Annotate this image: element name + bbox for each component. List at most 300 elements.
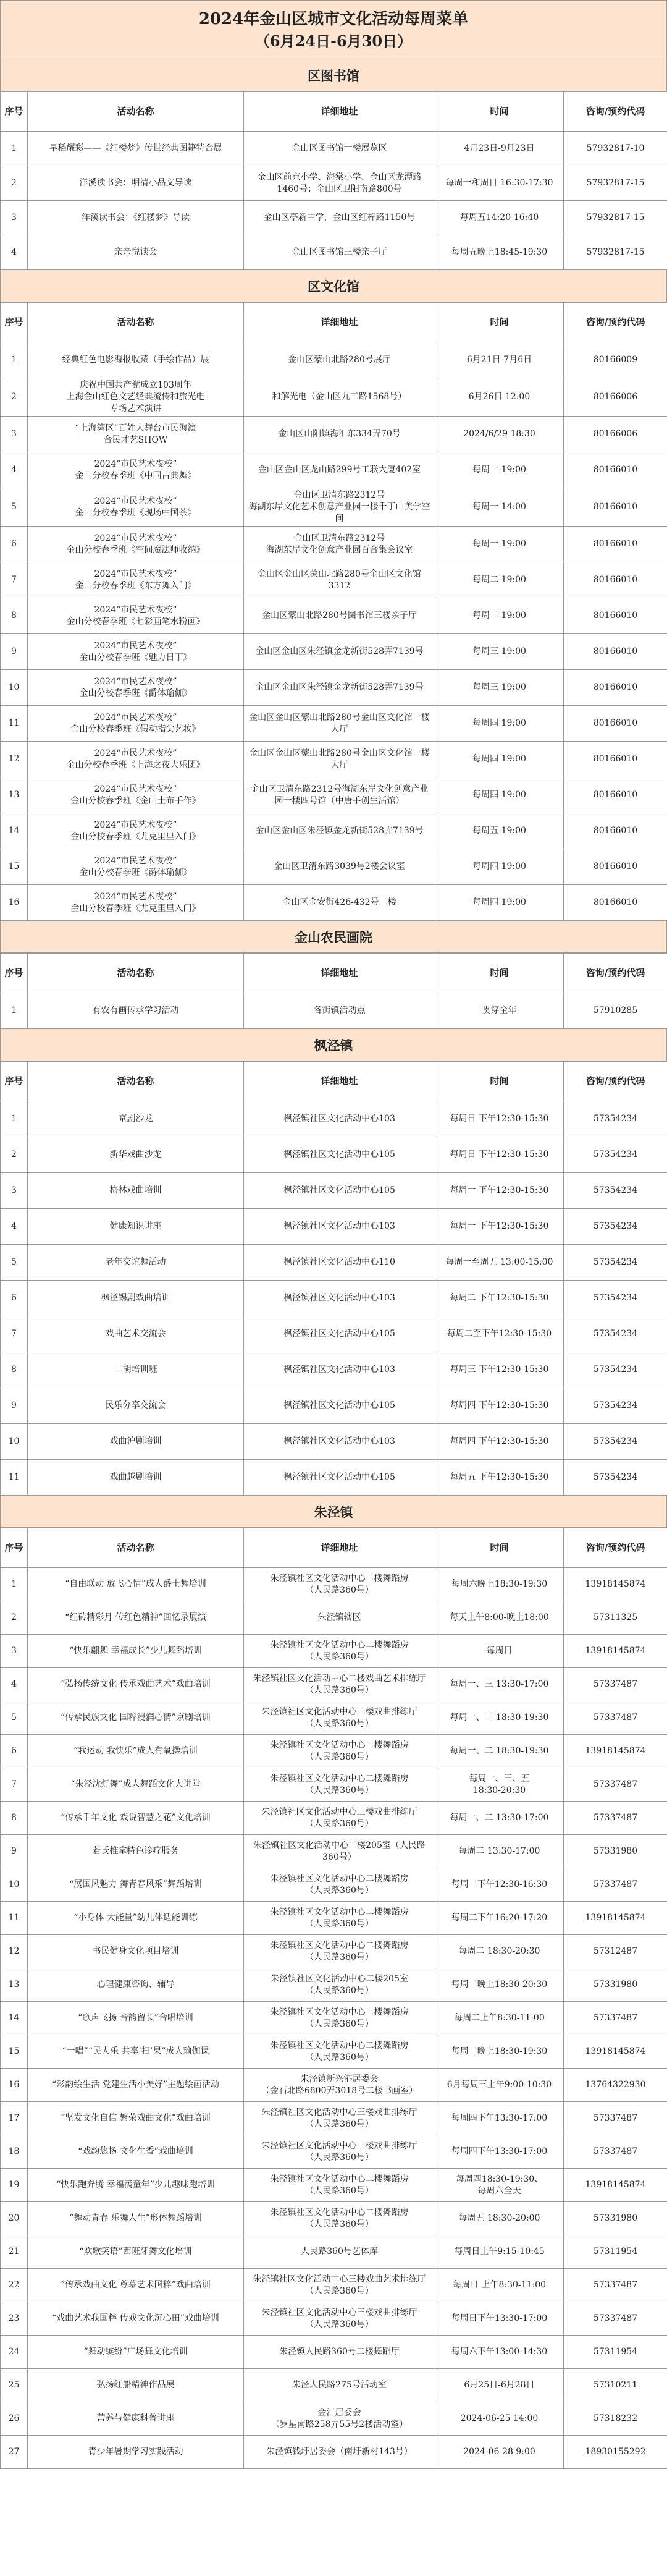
table-row bbox=[1, 598, 667, 634]
table-row bbox=[1, 1868, 667, 1902]
activity-time: 2024/6/29 18:30 bbox=[435, 417, 564, 452]
activity-table bbox=[0, 91, 667, 270]
activity-time: 每周二晚上18:30-20:30 bbox=[435, 1968, 564, 2002]
row-index: 15 bbox=[1, 2035, 28, 2069]
table-row bbox=[1, 1388, 667, 1424]
table-row bbox=[1, 1701, 667, 1735]
row-index: 20 bbox=[1, 2202, 28, 2235]
header-address: 详细地址 bbox=[244, 303, 435, 342]
activity-name: 2024“市民艺术夜校” 金山分校春季班《七彩画笔水粉画》 bbox=[28, 598, 244, 634]
activity-name: 戏曲艺术交流会 bbox=[28, 1316, 244, 1352]
row-index: 3 bbox=[1, 1635, 28, 1668]
document-title bbox=[0, 0, 667, 59]
table-row bbox=[1, 562, 667, 598]
row-index: 10 bbox=[1, 1868, 28, 1902]
table-row bbox=[1, 1635, 667, 1668]
table-row bbox=[1, 166, 667, 201]
activity-time: 每周五 下午12:30-15:30 bbox=[435, 1460, 564, 1496]
contact-code: 57311954 bbox=[564, 2235, 667, 2269]
row-index: 19 bbox=[1, 2169, 28, 2202]
row-index: 12 bbox=[1, 742, 28, 777]
header-index: 序号 bbox=[1, 1062, 28, 1101]
row-index: 14 bbox=[1, 2002, 28, 2035]
contact-code: 80166010 bbox=[564, 849, 667, 885]
row-index: 15 bbox=[1, 849, 28, 885]
activity-address: 金山区图书馆三楼亲子厅 bbox=[244, 235, 435, 270]
contact-code: 57337487 bbox=[564, 1802, 667, 1835]
activity-name: 2024“市民艺术夜校” 金山分校春季班《爵体瑜伽》 bbox=[28, 849, 244, 885]
table-header-row bbox=[1, 92, 667, 132]
table-row bbox=[1, 342, 667, 378]
activity-table bbox=[0, 953, 667, 1029]
row-index: 10 bbox=[1, 1424, 28, 1460]
header-time: 时间 bbox=[435, 303, 564, 342]
activity-address: 朱泾镇社区文化活动中心二楼舞蹈房 （人民路360号） bbox=[244, 1635, 435, 1668]
activity-time: 每周二 19:00 bbox=[435, 598, 564, 634]
activity-time: 每周五14:20-16:40 bbox=[435, 201, 564, 235]
activity-table bbox=[0, 1528, 667, 2469]
activity-name: “快乐翩舞 幸福成长”少儿舞蹈培训 bbox=[28, 1635, 244, 1668]
row-index: 17 bbox=[1, 2102, 28, 2135]
contact-code: 57354234 bbox=[564, 1137, 667, 1173]
activity-address: 朱泾镇社区文化活动中心三楼戏曲排练厅 （人民路360号） bbox=[244, 1802, 435, 1835]
activity-time: 6月21日-7月6日 bbox=[435, 342, 564, 378]
row-index: 1 bbox=[1, 1101, 28, 1137]
activity-address: 朱泾镇新兴港居委会 （金石北路6800弄3018号二楼书画室） bbox=[244, 2069, 435, 2102]
activity-address: 朱泾镇社区文化活动中心二楼舞蹈房 （人民路360号） bbox=[244, 2035, 435, 2069]
row-index: 22 bbox=[1, 2269, 28, 2302]
activity-address: 金山区蒙山北路280号展厅 bbox=[244, 342, 435, 378]
row-index: 9 bbox=[1, 1388, 28, 1424]
activity-address: 金山区金山区龙山路299号工联大厦402室 bbox=[244, 452, 435, 488]
activity-address: 朱泾镇社区文化活动中心二楼舞蹈房 （人民路360号） bbox=[244, 2202, 435, 2235]
table-row bbox=[1, 2135, 667, 2169]
table-row bbox=[1, 1352, 667, 1388]
activity-address: 和解光电（金山区九工路1568号） bbox=[244, 378, 435, 417]
activity-address: 朱泾镇社区文化活动中心二楼舞蹈房 （人民路360号） bbox=[244, 1902, 435, 1935]
table-row bbox=[1, 2169, 667, 2202]
contact-code: 13918145874 bbox=[564, 2169, 667, 2202]
row-index: 7 bbox=[1, 562, 28, 598]
row-index: 10 bbox=[1, 670, 28, 706]
activity-address: 金山区卫清东路2312号海湖东岸文化创意产业园一楼四号馆（中唐手创生活馆） bbox=[244, 777, 435, 813]
activity-address: 枫泾镇社区文化活动中心103 bbox=[244, 1424, 435, 1460]
activity-address: 枫泾镇社区文化活动中心105 bbox=[244, 1388, 435, 1424]
section-heading: 金山农民画院 bbox=[0, 921, 667, 953]
contact-code: 57932817-15 bbox=[564, 235, 667, 270]
activity-address: 朱泾镇社区文化活动中心二楼舞蹈房 （人民路360号） bbox=[244, 2169, 435, 2202]
activity-name: 老年交谊舞活动 bbox=[28, 1245, 244, 1281]
table-row bbox=[1, 1601, 667, 1635]
activity-name: 民乐分享交流会 bbox=[28, 1388, 244, 1424]
header-address: 详细地址 bbox=[244, 92, 435, 132]
activity-address: 金山区前京小学、海棠小学、金山区龙潭路1460号；金山区卫阳南路800号 bbox=[244, 166, 435, 201]
contact-code: 57337487 bbox=[564, 1868, 667, 1902]
contact-code: 57311954 bbox=[564, 2336, 667, 2369]
activity-name: 早稻耀彩——《红楼梦》传世经典图籍特合展 bbox=[28, 132, 244, 166]
activity-address: 朱泾镇钱圩居委会（南圩新村143号） bbox=[244, 2436, 435, 2469]
activity-time: 每周一 下午12:30-15:30 bbox=[435, 1209, 564, 1245]
row-index: 23 bbox=[1, 2302, 28, 2336]
activity-name: “坚发文化自信 繁荣戏曲文化”戏曲培训 bbox=[28, 2102, 244, 2135]
contact-code: 57331980 bbox=[564, 2202, 667, 2235]
activity-address: 朱泾镇社区文化活动中心三楼戏曲排练厅 （人民路360号） bbox=[244, 2302, 435, 2336]
table-row bbox=[1, 2436, 667, 2469]
activity-time: 每周一和周日 16:30-17:30 bbox=[435, 166, 564, 201]
table-row bbox=[1, 1768, 667, 1802]
activity-address: 枫泾镇社区文化活动中心103 bbox=[244, 1352, 435, 1388]
header-index: 序号 bbox=[1, 954, 28, 993]
activity-name: 2024“市民艺术夜校” 金山分校春季班《尤克里里入门》 bbox=[28, 885, 244, 921]
row-index: 5 bbox=[1, 1701, 28, 1735]
table-row bbox=[1, 670, 667, 706]
contact-code: 13918145874 bbox=[564, 1902, 667, 1935]
activity-name: “小身体 大能量”幼儿体适能训练 bbox=[28, 1902, 244, 1935]
table-row bbox=[1, 235, 667, 270]
activity-time: 每周六下午13:00-14:30 bbox=[435, 2336, 564, 2369]
contact-code: 57310211 bbox=[564, 2369, 667, 2402]
row-index: 1 bbox=[1, 993, 28, 1029]
row-index: 3 bbox=[1, 417, 28, 452]
row-index: 2 bbox=[1, 1601, 28, 1635]
activity-time: 每周一 19:00 bbox=[435, 452, 564, 488]
table-row bbox=[1, 417, 667, 452]
activity-name: 新华戏曲沙龙 bbox=[28, 1137, 244, 1173]
contact-code: 57337487 bbox=[564, 2135, 667, 2169]
activity-name: 2024“市民艺术夜校” 金山分校春季班《中国古典舞》 bbox=[28, 452, 244, 488]
title-line-2: （6月24日-6月30日） bbox=[254, 32, 413, 50]
activity-time: 4月23日-9月23日 bbox=[435, 132, 564, 166]
activity-name: 2024“市民艺术夜校” 金山分校春季班《现场中国茶》 bbox=[28, 488, 244, 527]
activity-address: 金山区卫清东路2312号 海湖东岸文化艺术创意产业园一楼千丁山美学空间 bbox=[244, 488, 435, 527]
activity-time: 6月每周三上午9:00-10:30 bbox=[435, 2069, 564, 2102]
table-row bbox=[1, 885, 667, 921]
activity-address: 朱泾镇人民路360号二楼舞蹈厅 bbox=[244, 2336, 435, 2369]
contact-code: 13918145874 bbox=[564, 1735, 667, 1768]
activity-name: “展国风魅力 舞青春风采”舞蹈培训 bbox=[28, 1868, 244, 1902]
activity-name: “舞动青春 乐舞人生”形体舞蹈培训 bbox=[28, 2202, 244, 2235]
row-index: 3 bbox=[1, 1173, 28, 1209]
row-index: 25 bbox=[1, 2369, 28, 2402]
row-index: 14 bbox=[1, 813, 28, 849]
contact-code: 80166010 bbox=[564, 527, 667, 562]
contact-code: 80166010 bbox=[564, 634, 667, 670]
table-row bbox=[1, 2269, 667, 2302]
activity-address: 金山区山阳镇海汇东334弄70号 bbox=[244, 417, 435, 452]
header-time: 时间 bbox=[435, 1062, 564, 1101]
activity-time: 每周二晚上18:30-19:30 bbox=[435, 2035, 564, 2069]
row-index: 2 bbox=[1, 1137, 28, 1173]
activity-address: 枫泾镇社区文化活动中心103 bbox=[244, 1281, 435, 1316]
header-activity-name: 活动名称 bbox=[28, 1062, 244, 1101]
table-row bbox=[1, 1424, 667, 1460]
activity-address: 金山区蒙山北路280号图书馆三楼亲子厅 bbox=[244, 598, 435, 634]
table-row bbox=[1, 1668, 667, 1701]
table-row bbox=[1, 706, 667, 742]
contact-code: 80166010 bbox=[564, 885, 667, 921]
table-row bbox=[1, 1101, 667, 1137]
activity-address: 各街镇活动点 bbox=[244, 993, 435, 1029]
activity-address: 金山区金山区朱泾镇金龙新街528弄7139号 bbox=[244, 813, 435, 849]
section-heading: 枫泾镇 bbox=[0, 1029, 667, 1061]
table-row bbox=[1, 849, 667, 885]
activity-name: “自由联动 放飞心情”成人爵士舞培训 bbox=[28, 1568, 244, 1601]
contact-code: 57331980 bbox=[564, 1835, 667, 1868]
contact-code: 13764322930 bbox=[564, 2069, 667, 2102]
activity-time: 每周一、三、五 18:30-20:30 bbox=[435, 1768, 564, 1802]
activity-address: 朱泾镇社区文化活动中心二楼205室 （人民路360号） bbox=[244, 1968, 435, 2002]
activity-address: 人民路360号艺体库 bbox=[244, 2235, 435, 2269]
header-contact: 咨询/预约代码 bbox=[564, 1062, 667, 1101]
row-index: 18 bbox=[1, 2135, 28, 2169]
contact-code: 57354234 bbox=[564, 1209, 667, 1245]
activity-time: 每周二至下午12:30-15:30 bbox=[435, 1316, 564, 1352]
row-index: 9 bbox=[1, 634, 28, 670]
activity-name: 洋溪读书会：《红楼梦》导读 bbox=[28, 201, 244, 235]
activity-time: 每周一、三 13:30-17:00 bbox=[435, 1668, 564, 1701]
activity-time: 每周二 13:30-17:00 bbox=[435, 1835, 564, 1868]
table-header-row bbox=[1, 303, 667, 342]
header-contact: 咨询/预约代码 bbox=[564, 954, 667, 993]
table-row bbox=[1, 777, 667, 813]
activity-table bbox=[0, 302, 667, 921]
activity-address: 枫泾镇社区文化活动中心105 bbox=[244, 1316, 435, 1352]
table-row bbox=[1, 201, 667, 235]
table-row bbox=[1, 2202, 667, 2235]
activity-address: 金山区卫清东路3039号2楼会议室 bbox=[244, 849, 435, 885]
table-header-row bbox=[1, 1528, 667, 1568]
row-index: 26 bbox=[1, 2402, 28, 2436]
contact-code: 80166010 bbox=[564, 742, 667, 777]
contact-code: 80166010 bbox=[564, 562, 667, 598]
activity-name: 戏曲沪剧培训 bbox=[28, 1424, 244, 1460]
row-index: 8 bbox=[1, 1802, 28, 1835]
table-row bbox=[1, 634, 667, 670]
contact-code: 57354234 bbox=[564, 1101, 667, 1137]
activity-time: 每周二 19:00 bbox=[435, 562, 564, 598]
activity-address: 金山区金山区蒙山北路280号金山区文化馆一楼大厅 bbox=[244, 706, 435, 742]
row-index: 8 bbox=[1, 598, 28, 634]
contact-code: 57337487 bbox=[564, 2269, 667, 2302]
contact-code: 13918145874 bbox=[564, 1635, 667, 1668]
activity-name: 2024“市民艺术夜校” 金山分校春季班《东方舞入门》 bbox=[28, 562, 244, 598]
contact-code: 13918145874 bbox=[564, 2035, 667, 2069]
activity-name: 青少年暑期学习实践活动 bbox=[28, 2436, 244, 2469]
activity-name: 2024“市民艺术夜校” 金山分校春季班《假动指尖艺妆》 bbox=[28, 706, 244, 742]
activity-name: “彩韵绘生活 党建生活小美好”主题绘画活动 bbox=[28, 2069, 244, 2102]
table-row bbox=[1, 2002, 667, 2035]
activity-time: 每周五 18:30-20:00 bbox=[435, 2202, 564, 2235]
activity-name: 弘扬红船精神作品展 bbox=[28, 2369, 244, 2402]
contact-code: 57337487 bbox=[564, 2102, 667, 2135]
header-time: 时间 bbox=[435, 1528, 564, 1568]
sections-container bbox=[0, 59, 667, 2469]
activity-time: 每周四 19:00 bbox=[435, 706, 564, 742]
section-heading: 区文化馆 bbox=[0, 270, 667, 302]
activity-address: 朱泾镇社区文化活动中心三楼戏曲排练厅 （人民路360号） bbox=[244, 2102, 435, 2135]
row-index: 12 bbox=[1, 1935, 28, 1968]
activity-name: 健康知识讲座 bbox=[28, 1209, 244, 1245]
activity-name: 亲亲悦读会 bbox=[28, 235, 244, 270]
contact-code: 57354234 bbox=[564, 1388, 667, 1424]
activity-address: 枫泾镇社区文化活动中心103 bbox=[244, 1101, 435, 1137]
table-header-row bbox=[1, 1062, 667, 1101]
table-row bbox=[1, 2302, 667, 2336]
activity-name: “传承民族文化 国粹浸润心情”京剧培训 bbox=[28, 1701, 244, 1735]
activity-time: 每周四下午13:30-17:00 bbox=[435, 2135, 564, 2169]
table-row bbox=[1, 2336, 667, 2369]
contact-code: 57318232 bbox=[564, 2402, 667, 2436]
row-index: 4 bbox=[1, 452, 28, 488]
contact-code: 57354234 bbox=[564, 1281, 667, 1316]
activity-address: 枫泾镇社区文化活动中心110 bbox=[244, 1245, 435, 1281]
activity-time: 每天上午8:00-晚上18:00 bbox=[435, 1601, 564, 1635]
activity-time: 每周四 下午12:30-15:30 bbox=[435, 1424, 564, 1460]
contact-code: 80166010 bbox=[564, 706, 667, 742]
table-row bbox=[1, 2402, 667, 2436]
contact-code: 57337487 bbox=[564, 1668, 667, 1701]
activity-time: 每周一、二 18:30-19:30 bbox=[435, 1701, 564, 1735]
table-row bbox=[1, 378, 667, 417]
activity-address: 金山区卫清东路2312号 海湖东岸文化创意产业园百合集会议室 bbox=[244, 527, 435, 562]
activity-address: 朱泾镇社区文化活动中心二楼舞蹈房 （人民路360号） bbox=[244, 1868, 435, 1902]
table-row bbox=[1, 1835, 667, 1868]
table-row bbox=[1, 1245, 667, 1281]
activity-time: 每周五 19:00 bbox=[435, 813, 564, 849]
activity-time: 每周一、二 13:30-17:00 bbox=[435, 1802, 564, 1835]
activity-name: 书民健身文化项目培训 bbox=[28, 1935, 244, 1968]
table-row bbox=[1, 2369, 667, 2402]
activity-time: 每周日 下午12:30-15:30 bbox=[435, 1101, 564, 1137]
activity-address: 金山区金安街426-432号二楼 bbox=[244, 885, 435, 921]
row-index: 1 bbox=[1, 342, 28, 378]
activity-address: 枫泾镇社区文化活动中心105 bbox=[244, 1460, 435, 1496]
header-address: 详细地址 bbox=[244, 1528, 435, 1568]
activity-name: 2024“市民艺术夜校” 金山分校春季班《上海之夜大乐团》 bbox=[28, 742, 244, 777]
activity-name: 心理健康咨询、辅导 bbox=[28, 1968, 244, 2002]
contact-code: 80166006 bbox=[564, 417, 667, 452]
activity-time: 每周一 下午12:30-15:30 bbox=[435, 1173, 564, 1209]
table-row bbox=[1, 1902, 667, 1935]
row-index: 13 bbox=[1, 1968, 28, 2002]
activity-time: 每周三 19:00 bbox=[435, 670, 564, 706]
activity-table bbox=[0, 1061, 667, 1496]
activity-time: 2024-06-28 9:00 bbox=[435, 2436, 564, 2469]
row-index: 21 bbox=[1, 2235, 28, 2269]
contact-code: 57331980 bbox=[564, 1968, 667, 2002]
activity-address: 朱泾人民路275号活动室 bbox=[244, 2369, 435, 2402]
activity-name: 2024“市民艺术夜校” 金山分校春季班《金山土布手作》 bbox=[28, 777, 244, 813]
table-row bbox=[1, 1281, 667, 1316]
contact-code: 57337487 bbox=[564, 1701, 667, 1735]
table-row bbox=[1, 527, 667, 562]
activity-address: 朱泾镇辖区 bbox=[244, 1601, 435, 1635]
contact-code: 57354234 bbox=[564, 1352, 667, 1388]
contact-code: 80166010 bbox=[564, 813, 667, 849]
row-index: 27 bbox=[1, 2436, 28, 2469]
row-index: 7 bbox=[1, 1316, 28, 1352]
section-heading: 朱泾镇 bbox=[0, 1496, 667, 1528]
activity-name: “传承千年文化 戏说智慧之花”文化培训 bbox=[28, 1802, 244, 1835]
activity-time: 2024-06-25 14:00 bbox=[435, 2402, 564, 2436]
contact-code: 57337487 bbox=[564, 2002, 667, 2035]
activity-address: 金山区金山区蒙山北路280号金山区文化馆3312 bbox=[244, 562, 435, 598]
row-index: 1 bbox=[1, 132, 28, 166]
activity-time: 每周四 19:00 bbox=[435, 742, 564, 777]
header-activity-name: 活动名称 bbox=[28, 954, 244, 993]
activity-name: “舞动缤纷”广场舞文化培训 bbox=[28, 2336, 244, 2369]
contact-code: 80166010 bbox=[564, 598, 667, 634]
row-index: 9 bbox=[1, 1835, 28, 1868]
header-address: 详细地址 bbox=[244, 1062, 435, 1101]
activity-name: 二胡培训班 bbox=[28, 1352, 244, 1388]
contact-code: 80166006 bbox=[564, 378, 667, 417]
contact-code: 80166010 bbox=[564, 670, 667, 706]
header-activity-name: 活动名称 bbox=[28, 1528, 244, 1568]
table-row bbox=[1, 1173, 667, 1209]
activity-name: “传承戏曲文化 尊慕艺术国粹”戏曲培训 bbox=[28, 2269, 244, 2302]
row-index: 16 bbox=[1, 2069, 28, 2102]
table-row bbox=[1, 1568, 667, 1601]
activity-name: “戏韵悠扬 文化生香”戏曲培训 bbox=[28, 2135, 244, 2169]
row-index: 6 bbox=[1, 1735, 28, 1768]
activity-name: 洋溪读书会：明清小品文导读 bbox=[28, 166, 244, 201]
row-index: 11 bbox=[1, 706, 28, 742]
table-row bbox=[1, 132, 667, 166]
activity-address: 金山区金山区朱泾镇金龙新街528弄7139号 bbox=[244, 670, 435, 706]
activity-time: 6月25日-6月28日 bbox=[435, 2369, 564, 2402]
header-time: 时间 bbox=[435, 92, 564, 132]
activity-time: 每周日 bbox=[435, 1635, 564, 1668]
table-row bbox=[1, 2102, 667, 2135]
activity-address: 金山区亭新中学，金山区红梓路1150号 bbox=[244, 201, 435, 235]
table-row bbox=[1, 452, 667, 488]
contact-code: 57932817-15 bbox=[564, 166, 667, 201]
header-index: 序号 bbox=[1, 92, 28, 132]
row-index: 6 bbox=[1, 527, 28, 562]
activity-address: 金山区金山区朱泾镇金龙新街528弄7139号 bbox=[244, 634, 435, 670]
activity-address: 朱泾镇社区文化活动中心二楼舞蹈房 （人民路360号） bbox=[244, 1768, 435, 1802]
header-activity-name: 活动名称 bbox=[28, 303, 244, 342]
contact-code: 80166010 bbox=[564, 777, 667, 813]
activity-time: 每周四 19:00 bbox=[435, 777, 564, 813]
activity-time: 每周二 18:30-20:30 bbox=[435, 1935, 564, 1968]
activity-name: 2024“市民艺术夜校” 金山分校春季班《爵体瑜伽》 bbox=[28, 670, 244, 706]
activity-address: 枫泾镇社区文化活动中心103 bbox=[244, 1209, 435, 1245]
header-time: 时间 bbox=[435, 954, 564, 993]
row-index: 5 bbox=[1, 488, 28, 527]
activity-time: 每周日 下午12:30-15:30 bbox=[435, 1137, 564, 1173]
contact-code: 57337487 bbox=[564, 1768, 667, 1802]
activity-name: “弘扬传统文化 传承戏曲艺术”戏曲培训 bbox=[28, 1668, 244, 1701]
header-index: 序号 bbox=[1, 303, 28, 342]
table-row bbox=[1, 488, 667, 527]
activity-time: 每周日上午9:15-10:45 bbox=[435, 2235, 564, 2269]
row-index: 7 bbox=[1, 1768, 28, 1802]
row-index: 16 bbox=[1, 885, 28, 921]
activity-time: 贯穿全年 bbox=[435, 993, 564, 1029]
activity-time: 每周四 19:00 bbox=[435, 885, 564, 921]
activity-name: “快乐跑奔腾 幸福满童年”少儿趣味跑培训 bbox=[28, 2169, 244, 2202]
activity-name: “一唱”“民人乐 共享‘扫’果”成人瑜伽课 bbox=[28, 2035, 244, 2069]
activity-time: 每周一至周五 13:00-15:00 bbox=[435, 1245, 564, 1281]
activity-time: 6月26日 12:00 bbox=[435, 378, 564, 417]
table-row bbox=[1, 1735, 667, 1768]
title-line-1: 2024年金山区城市文化活动每周菜单 bbox=[198, 10, 469, 28]
contact-code: 80166010 bbox=[564, 452, 667, 488]
table-row bbox=[1, 1137, 667, 1173]
activity-address: 朱泾镇社区文化活动中心二楼舞蹈房 （人民路360号） bbox=[244, 1735, 435, 1768]
